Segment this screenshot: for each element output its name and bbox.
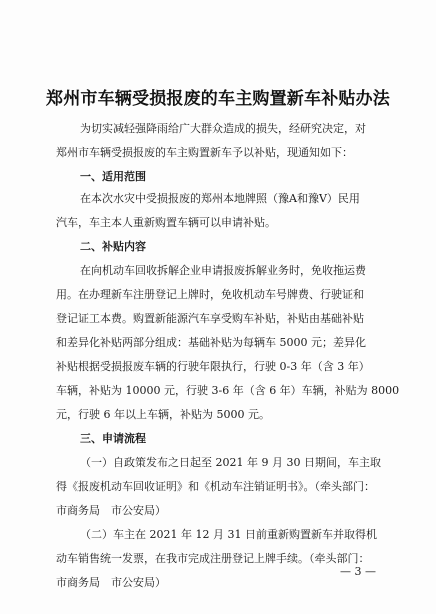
paragraph-line: 汽车，车主本人重新购置车辆可以申请补贴。: [56, 216, 276, 229]
paragraph-line: 车辆，补贴为 10000 元，行驶 3-6 年（含 6 年）车辆，补贴为 8000: [56, 384, 400, 397]
section-heading-content: 二、补贴内容: [80, 240, 146, 253]
document-title: 郑州市车辆受损报废的车主购置新车补贴办法: [46, 89, 390, 109]
paragraph-line: （二）车主在 2021 年 12 月 31 日前重新购置新车并取得机: [80, 528, 377, 541]
intro-line: 郑州市车辆受损报废的车主购置新车予以补贴，现通知如下：: [56, 146, 353, 159]
page-number: — 3 —: [340, 565, 376, 578]
paragraph-line: 补贴根据受损报废车辆的行驶年限执行，行驶 0-3 年（含 3 年）: [56, 360, 370, 373]
paragraph-line: 在向机动车回收拆解企业申请报废拆解业务时，免收拖运费: [80, 264, 366, 277]
paragraph-line: 动车销售统一发票，在我市完成注册登记上牌手续。（牵头部门：: [56, 552, 370, 565]
paragraph-line: 市商务局 市公安局）: [56, 576, 166, 589]
paragraph-line: 在本次水灾中受损报废的郑州本地牌照（豫A和豫V）民用: [80, 192, 360, 205]
paragraph-line: （一）自政策发布之日起至 2021 年 9 月 30 日期间，车主取: [80, 456, 381, 469]
paragraph-line: 和差异化补贴两部分组成：基础补贴为每辆车 5000 元；差异化: [56, 336, 366, 349]
paragraph-line: 用。在办理新车注册登记上牌时，免收机动车号牌费、行驶证和: [56, 288, 364, 301]
section-heading-process: 三、申请流程: [80, 432, 146, 445]
intro-line: 为切实减轻强降雨给广大群众造成的损失，经研究决定，对: [80, 122, 366, 135]
paragraph-line: 登记证工本费。购置新能源汽车享受购车补贴，补贴由基础补贴: [56, 312, 364, 325]
paragraph-line: 得《报废机动车回收证明》和《机动车注销证明书》。（牵头部门：: [56, 480, 375, 493]
paragraph-line: 市商务局 市公安局）: [56, 504, 166, 517]
paragraph-line: 元，行驶 6 年以上车辆，补贴为 5000 元。: [56, 408, 270, 421]
section-heading-scope: 一、适用范围: [80, 170, 146, 183]
